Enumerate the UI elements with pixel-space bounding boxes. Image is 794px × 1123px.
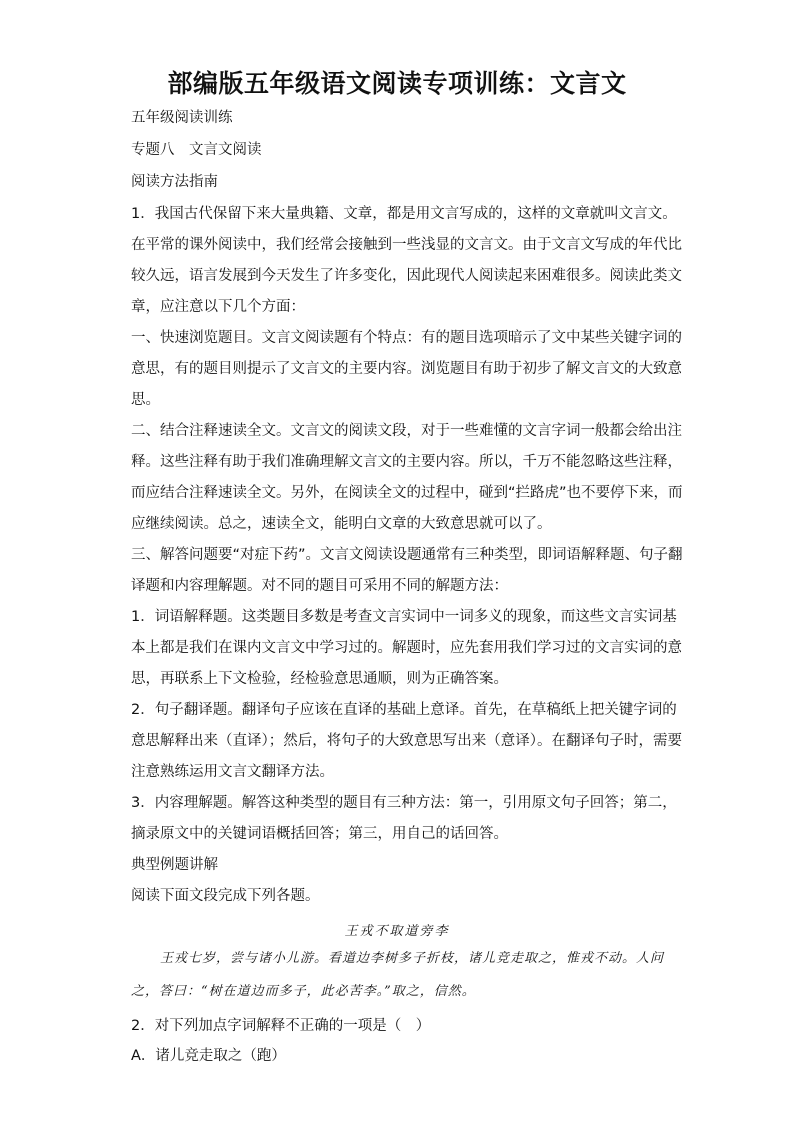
- paragraph-line: 二、结合注释速读全文。文言文的阅读文段，对于一些难懂的文言字词一般都会给出注: [131, 423, 682, 439]
- paragraph-line: 注意熟练运用文言文翻译方法。: [131, 764, 334, 780]
- paragraph-line: 应继续阅读。总之，速读全文，能明白文章的大致意思就可以了。: [131, 516, 552, 532]
- subtitle-grade: 五年级阅读训练: [131, 110, 233, 126]
- paragraph-line: 在平常的课外阅读中，我们经常会接触到一些浅显的文言文。由于文言文写成的年代比: [131, 237, 682, 253]
- paragraph-line: 1．词语解释题。这类题目多数是考查文言实词中一词多义的现象，而这些文言实词基: [131, 609, 677, 625]
- section-heading-method: 阅读方法指南: [131, 174, 218, 190]
- paragraph-line: 而应结合注释速读全文。另外，在阅读全文的过程中，碰到“拦路虎”也不要停下来，而: [131, 485, 683, 501]
- section-heading-example: 典型例题讲解: [131, 857, 218, 873]
- paragraph-line: 3．内容理解题。解答这种类型的题目有三种方法：第一，引用原文句子回答；第二，: [131, 795, 677, 811]
- paragraph-line: 思。: [131, 392, 160, 408]
- paragraph-line: 本上都是我们在课内文言文中学习过的。解题时，应先套用我们学习过的文言实词的意: [131, 640, 682, 656]
- document-title: 部编版五年级语文阅读专项训练：文言文: [167, 69, 627, 98]
- instruction-line: 阅读下面文段完成下列各题。: [131, 888, 320, 904]
- paragraph-line: 意思，有的题目则提示了文言文的主要内容。浏览题目有助于初步了解文言文的大致意: [131, 361, 682, 377]
- passage-line: 之，答曰：“树在道边而多子，此必苦李。”取之，信然。: [131, 984, 476, 999]
- paragraph-line: 摘录原文中的关键词语概括回答；第三，用自己的话回答。: [131, 826, 508, 842]
- passage-line: 王戎七岁，尝与诸小儿游。看道边李树多子折枝，诸儿竞走取之，惟戎不动。人问: [160, 951, 665, 966]
- question-line: 2．对下列加点字词解释不正确的一项是（ ）: [131, 1018, 431, 1034]
- subtitle-topic: 专题八 文言文阅读: [131, 142, 262, 158]
- paragraph-line: 思，再联系上下文检验，经检验意思通顺，则为正确答案。: [131, 671, 508, 687]
- paragraph-line: 2．句子翻译题。翻译句子应该在直译的基础上意译。首先，在草稿纸上把关键字词的: [131, 702, 677, 718]
- option-line: A．诸儿竞走取之（跑）: [131, 1048, 286, 1064]
- paragraph-line: 释。这些注释有助于我们准确理解文言文的主要内容。所以，千万不能忽略这些注释，: [131, 454, 682, 470]
- paragraph-line: 一、快速浏览题目。文言文阅读题有个特点：有的题目选项暗示了文中某些关键字词的: [131, 330, 682, 346]
- passage-title: 王戎不取道旁李: [344, 924, 450, 939]
- paragraph-line: 译题和内容理解题。对不同的题目可采用不同的解题方法：: [131, 578, 508, 594]
- paragraph-line: 意思解释出来（直译）；然后，将句子的大致意思写出来（意译）。在翻译句子时，需要: [131, 733, 682, 749]
- paragraph-line: 较久远，语言发展到今天发生了许多变化，因此现代人阅读起来困难很多。阅读此类文: [131, 268, 682, 284]
- paragraph-line: 章，应注意以下几个方面：: [131, 299, 305, 315]
- paragraph-line: 三、解答问题要“对症下药”。文言文阅读设题通常有三种类型，即词语解释题、句子翻: [131, 547, 683, 563]
- paragraph-line: 1．我国古代保留下来大量典籍、文章，都是用文言写成的，这样的文章就叫文言文。: [131, 206, 677, 222]
